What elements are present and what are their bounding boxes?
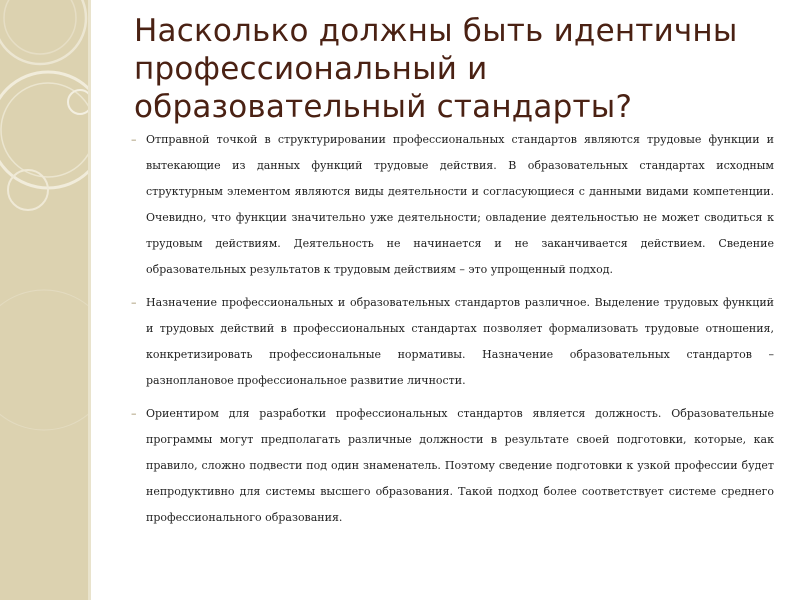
- bullet-item-1: [131, 127, 774, 283]
- ring-middle-outer: [0, 72, 88, 188]
- bullet-item-2: [131, 290, 774, 394]
- bullet-text-3: Ориентиром для разработки профессиональных стандартов является должность. Образовательные программы могут предполагать различные должности в результате своей подготовки, которые, как правило, сложно подвести под один знаменатель. Поэтому сведение подготовки к узкой профессии будет непродуктивно для системы высшего образования. Такой подход более соответствует системе среднего профессионального образования.: [146, 407, 774, 524]
- ring-top-inner: [4, 0, 76, 54]
- bullet-dash-icon: –: [131, 407, 137, 420]
- bullet-text-2: Назначение профессиональных и образовательных стандартов различное. Выделение трудовых функций и трудовых действий в профессиональных стандартах позволяет формализовать трудовые отношения, конкретизировать профессиональные нормативы. Назначение образовательных стандартов – разноплановое профессиональное развитие личности.: [146, 296, 774, 387]
- bullet-text-1: Отправной точкой в структурировании профессиональных стандартов являются трудовые функции и вытекающие из данных функций трудовые действия. В образовательных стандартах исходным структурным элементом являются виды деятельности и согласующиеся с данными видами компетенции. Очевидно, что функции значительно уже деятельности; овладение деятельностью не может сводиться к трудовым действиям. Деятельность не начинается и не заканчивается действием. Сведение образовательных результатов к трудовым действиям – это упрощенный подход.: [146, 133, 774, 276]
- panel-divider: [88, 0, 91, 600]
- bullet-list: [131, 127, 774, 538]
- decorative-side-panel: [0, 0, 88, 600]
- ring-middle-inner: [1, 83, 88, 177]
- ring-small: [8, 170, 48, 210]
- bullet-item-3: [131, 401, 774, 531]
- bullet-dash-icon: –: [131, 296, 137, 309]
- bullet-dash-icon: –: [131, 133, 137, 146]
- ring-lower-faint: [0, 290, 88, 430]
- decorative-rings-graphic: [0, 0, 88, 600]
- slide-title: Насколько должны быть идентичны профессиональный и образовательный стандарты?: [134, 13, 738, 125]
